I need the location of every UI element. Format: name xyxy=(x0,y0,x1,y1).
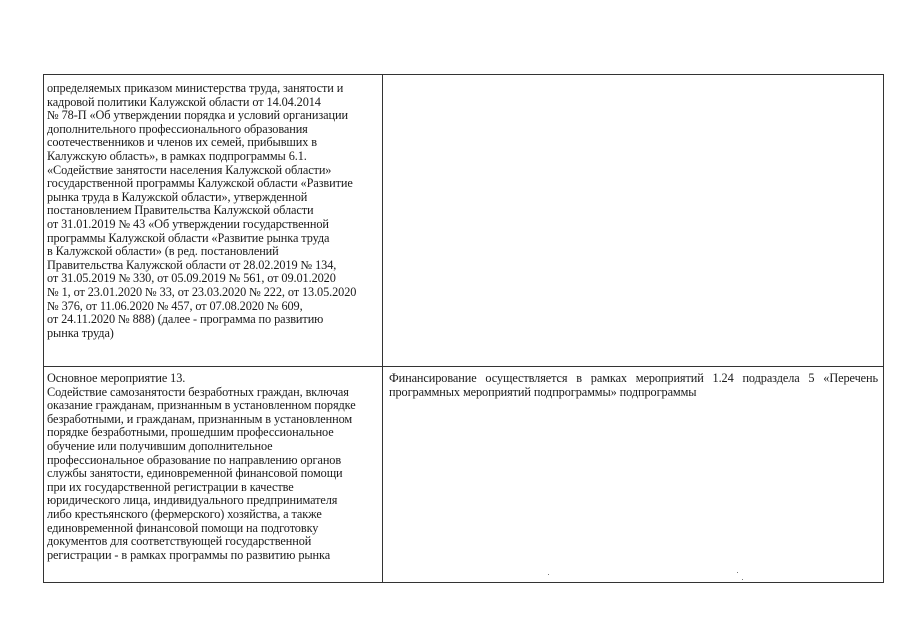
row-2-right-text xyxy=(383,367,883,399)
cell-text-line: определяемых приказом министерства труда, занятости и xyxy=(47,81,344,95)
cell-text-line: Калужскую область», в рамках подпрограммы 6.1. xyxy=(47,148,307,163)
table-row xyxy=(44,367,884,583)
cell-text-line: постановлением Правительства Калужской области xyxy=(47,203,314,218)
cell-text-line: № 1, от 23.01.2020 № 33, от 23.03.2020 № 222, от 13.05.2020 xyxy=(47,284,357,299)
cell-text-line: обучение или получившим дополнительное xyxy=(47,438,273,453)
cell-text-line: порядке безработными, прошедшим профессиональное xyxy=(47,425,334,440)
cell-text-line: Основное мероприятие 13. xyxy=(47,371,186,385)
cell-text-line: «Содействие занятости населения Калужской области» xyxy=(47,162,332,177)
cell-text-line: государственной программы Калужской области «Развитие xyxy=(47,176,353,191)
row-1-right-cell xyxy=(383,75,884,367)
cell-text-line: программы Калужской области «Развитие рынка труда xyxy=(47,230,330,245)
cell-text-line: рынка труда в Калужской области», утвержденной xyxy=(47,189,308,204)
cell-text-line: дополнительного профессионального образования xyxy=(47,121,308,136)
scan-speck xyxy=(742,579,743,580)
cell-text-line: при их государственной регистрации в качестве xyxy=(47,479,294,494)
cell-text-line: безработными, и гражданам, признанным в установленном xyxy=(47,411,353,426)
document-table xyxy=(43,74,884,583)
cell-text-line: Финансирование осуществляется в рамках мероприятий 1.24 подраздела 5 «Перечень xyxy=(389,371,878,385)
cell-text-line: № 78-П «Об утверждении порядка и условий организации xyxy=(47,108,348,123)
cell-text-line: рынка труда) xyxy=(47,325,114,340)
cell-text-line: юридического лица, индивидуального предпринимателя xyxy=(47,493,338,508)
scan-speck xyxy=(737,572,738,573)
row-1-left-cell xyxy=(44,75,383,367)
cell-text-line: от 24.11.2020 № 888) (далее - программа по развитию xyxy=(47,312,324,327)
cell-text-line: от 31.05.2019 № 330, от 05.09.2019 № 561, от 09.01.2020 xyxy=(47,271,336,286)
cell-text-line: службы занятости, единовременной финансовой помощи xyxy=(47,466,343,481)
scan-speck xyxy=(548,574,549,575)
row-1-left-text xyxy=(44,75,382,340)
cell-text-line: профессиональное образование по направлению органов xyxy=(47,452,342,467)
cell-text-line: соотечественников и членов их семей, прибывших в xyxy=(47,135,318,150)
cell-text-line: Правительства Калужской области от 28.02.2019 № 134, xyxy=(47,257,337,272)
row-2-left-text xyxy=(44,367,382,562)
cell-text-line: документов для соответствующей государственной xyxy=(47,534,312,549)
cell-text-line: либо крестьянского (фермерского) хозяйства, а также xyxy=(47,506,322,521)
cell-text-line: единовременной финансовой помощи на подготовку xyxy=(47,520,319,535)
cell-text-line: в Калужской области» (в ред. постановлений xyxy=(47,244,279,259)
row-2-right-cell xyxy=(383,367,884,583)
cell-text-line: программных мероприятий подпрограммы» подпрограммы xyxy=(389,384,697,399)
cell-text-line: кадровой политики Калужской области от 14.04.2014 xyxy=(47,94,321,109)
cell-text-line: Содействие самозанятости безработных граждан, включая xyxy=(47,384,349,399)
table-row xyxy=(44,75,884,367)
cell-text-line: от 31.01.2019 № 43 «Об утверждении государственной xyxy=(47,216,329,231)
cell-text-line: регистрации - в рамках программы по развитию рынка xyxy=(47,547,331,562)
row-2-left-cell xyxy=(44,367,383,583)
cell-text-line: № 376, от 11.06.2020 № 457, от 07.08.2020 № 609, xyxy=(47,298,303,313)
cell-text-line: оказание гражданам, признанным в установленном порядке xyxy=(47,398,356,413)
